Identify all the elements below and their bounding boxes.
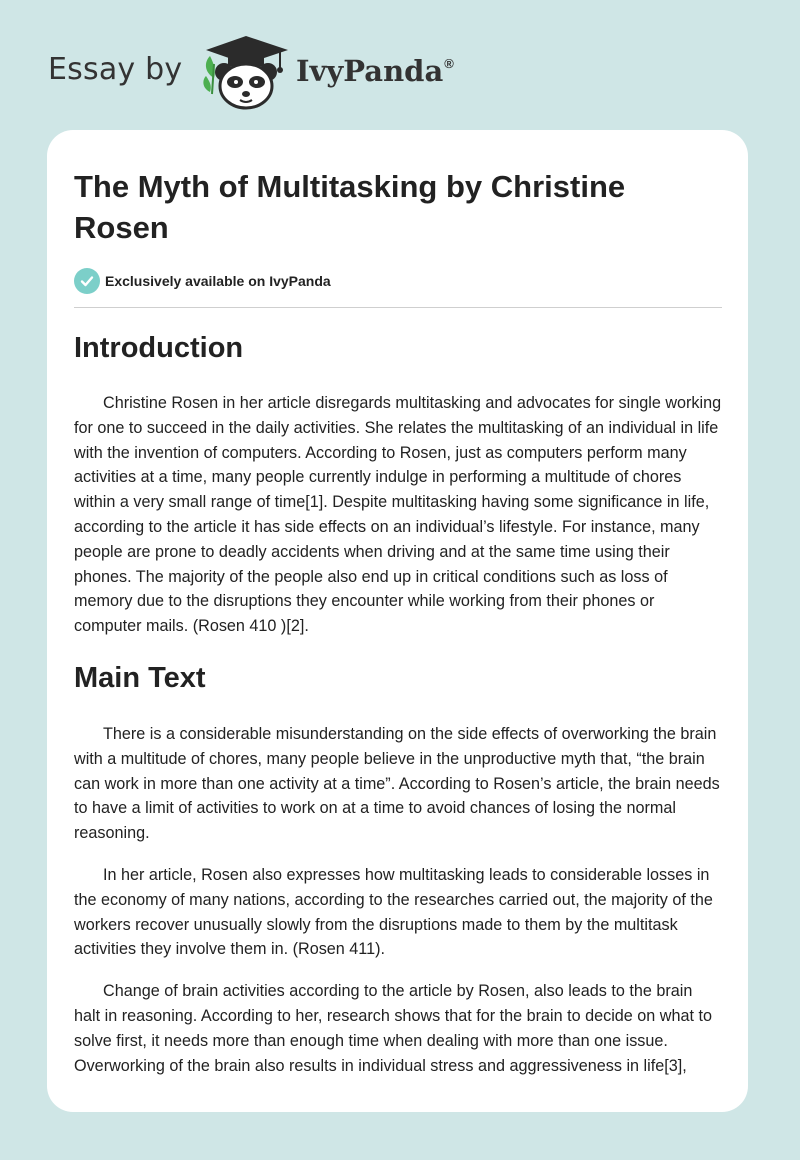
essay-content [74, 166, 722, 1078]
checkmark-icon [74, 268, 100, 294]
panda-graduate-icon[interactable] [200, 34, 292, 110]
site-header [48, 34, 508, 114]
paragraph: Change of brain activities according to the article by Rosen, also leads to the brain halt in reasoning. According to her, research shows that for the brain to decide on what to solve first, it needs more than enough time when dealing with more than one issue. Overworking of the brain also results in individual stress and aggressiveness in life[3], [74, 982, 712, 1075]
paragraph: There is a considerable misunderstanding on the side effects of overworking the brain with a multitude of chores, many people believe in the unproductive myth that, “the brain can work in more than one activity at a time”. According to Rosen’s article, the brain needs to have a limit of activities to work on at a time to avoid chances of losing the normal reasoning. [74, 724, 720, 843]
section-heading-introduction: Introduction [74, 332, 244, 364]
essay-card [47, 130, 748, 1112]
paragraph: In her article, Rosen also expresses how multitasking leads to considerable losses in the economy of many nations, according to the researches carried out, the majority of the workers recover unusually slowly from the disruptions made to them by the multitask activities they involve them in. (Rosen 411). [74, 865, 713, 959]
essay-by-label: Essay by [48, 52, 183, 87]
badge-label: Exclusively available on IvyPanda [105, 273, 331, 289]
exclusive-badge [74, 268, 722, 294]
paragraph: Christine Rosen in her article disregards multitasking and advocates for single working for one to succeed in the daily activities. She relates the multitasking of an individual in life with the invention of computers. According to Rosen, just as computers perform many activities at a time, many people currently indulge in performing a multitude of chores within a very small range of time[1]. Despite multitasking having some significance in life, according to the article it has side effects on an individual’s lifestyle. For instance, many people are prone to deadly accidents when driving and at the same time using their phones. The majority of the people also end up in critical conditions such as loss of memory due to the disruptions they encounter while working from their phones or computer mails. (Rosen 410 )[2]. [74, 394, 722, 636]
page-title: The Myth of Multitasking by Christine Rosen [74, 169, 626, 245]
section-heading-main-text: Main Text [74, 661, 206, 694]
brand-logo-text[interactable]: IvyPanda® [296, 54, 454, 88]
divider [74, 307, 722, 308]
